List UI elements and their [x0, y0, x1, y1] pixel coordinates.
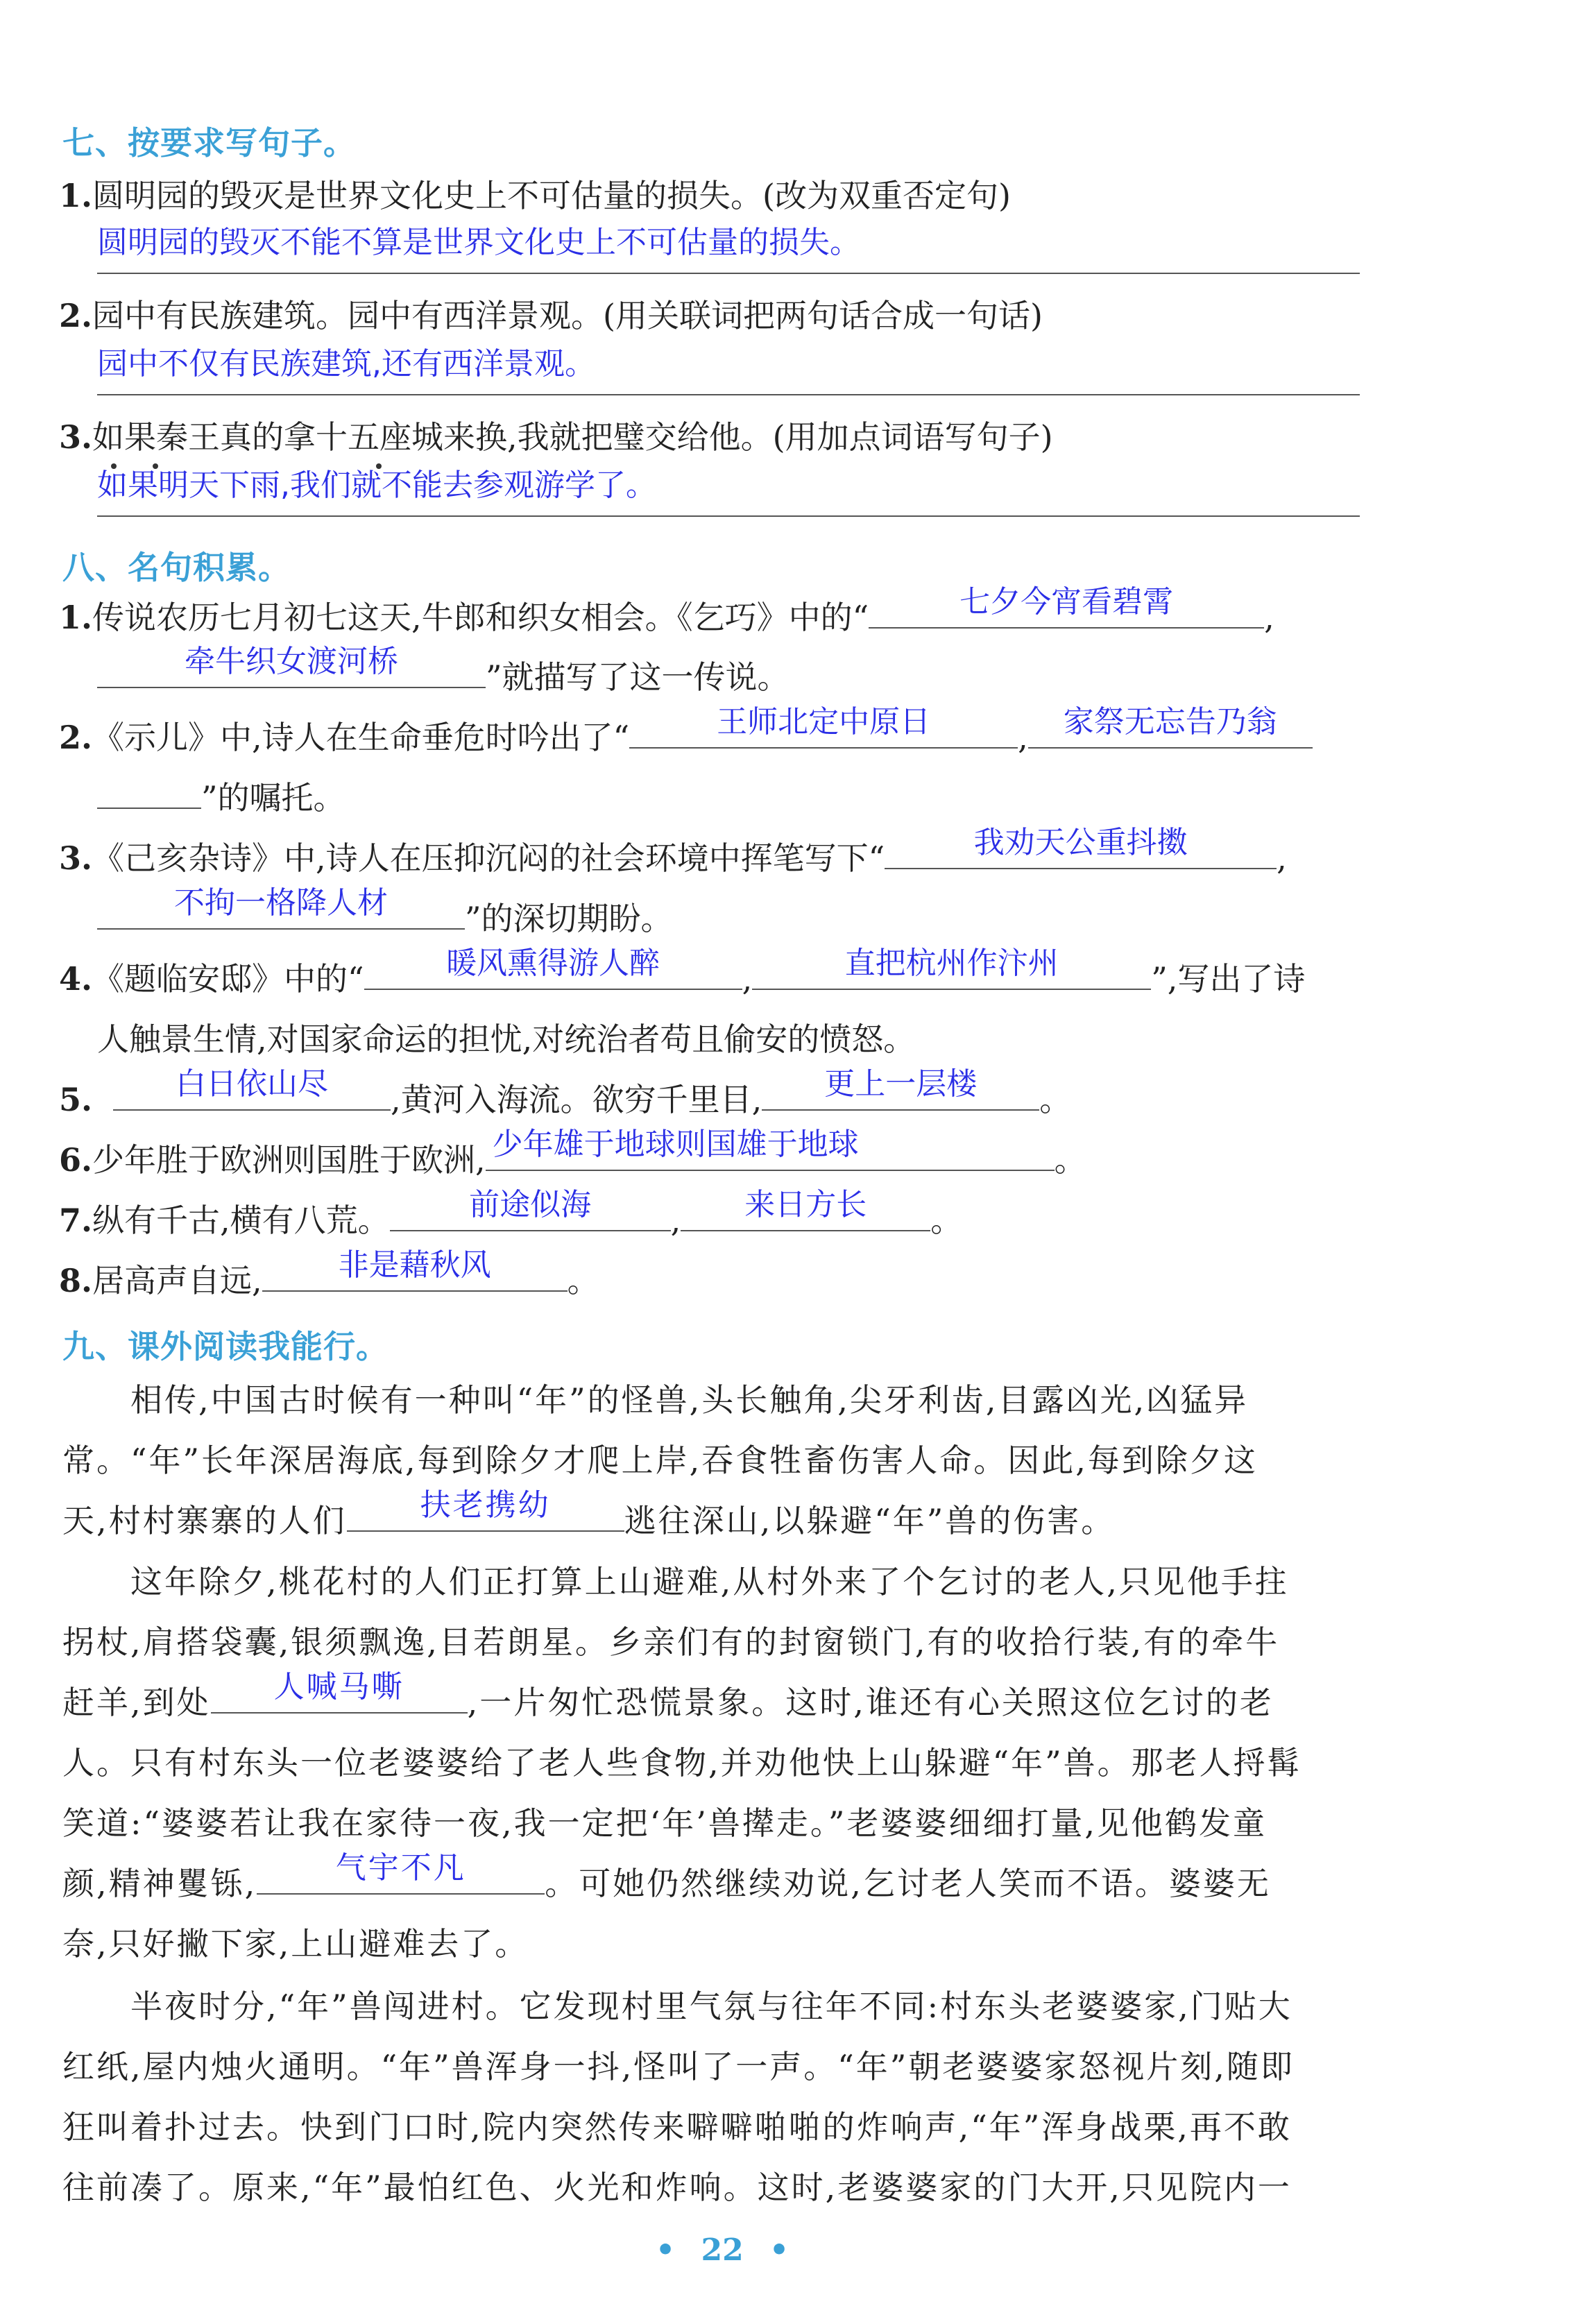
- q-number: 1.: [59, 599, 93, 636]
- blank: [262, 1247, 568, 1292]
- reading-line: [62, 1487, 1258, 1551]
- answer: 少年雄于地球则国雄于地球: [492, 1127, 859, 1162]
- reading-line: [62, 1669, 1302, 1733]
- answer: 气宇不凡: [335, 1850, 466, 1886]
- answer: 七夕今宵看碧霄: [959, 584, 1174, 620]
- blank: [97, 644, 486, 688]
- s7-q1-prompt: [59, 175, 1011, 216]
- reading-text: ,一片匆忙恐慌景象。这时,谁还有心关照这位乞讨的老: [467, 1684, 1274, 1721]
- q-number: 2.: [59, 719, 93, 756]
- s8-q8: [59, 1247, 599, 1301]
- answer-line: [97, 273, 1360, 274]
- s8-q3-line1: [59, 825, 1287, 879]
- q-text: ,: [1018, 719, 1028, 756]
- answer: 非是藉秋风: [338, 1247, 491, 1283]
- reading-text: 颜,精神矍铄,: [62, 1865, 257, 1902]
- q-text: 。: [567, 1262, 599, 1299]
- blank: [347, 1487, 624, 1532]
- reading-text: 。可她仍然继续劝说,乞讨老人笑而不语。婆婆无: [545, 1865, 1271, 1902]
- reading-paragraph-1: [62, 1370, 1258, 1551]
- section-8-heading: 八、名句积累。: [62, 549, 291, 586]
- q-text: 少年胜于欧洲则国胜于欧洲,: [92, 1141, 486, 1179]
- blank: [390, 1187, 671, 1231]
- s7-q1-answer: 圆明园的毁灭不能不算是世界文化史上不可估量的损失。: [97, 225, 860, 260]
- q-text: ”就描写了这一传说。: [486, 658, 790, 696]
- reading-text: 天,村村寨寨的人们: [62, 1502, 347, 1539]
- q-text: ,: [1277, 839, 1287, 877]
- section-7-heading: 七、按要求写句子。: [62, 124, 356, 162]
- q-text: 纵有千古,横有八荒。: [92, 1202, 390, 1239]
- q-text: ,: [742, 960, 753, 998]
- q-text: ”的深切期盼。: [465, 900, 673, 937]
- s8-q4-line2: 人触景生情,对国家命运的担忧,对统治者苟且偷安的愤怒。: [97, 1020, 916, 1058]
- blank: [211, 1669, 468, 1714]
- q-text: ”,写出了诗: [1151, 960, 1306, 998]
- blank: [257, 1850, 545, 1895]
- blank: [869, 584, 1264, 629]
- answer: 我劝天公重抖擞: [973, 825, 1188, 860]
- page-dot: •: [656, 2232, 676, 2268]
- answer: 暖风熏得游人醉: [446, 946, 660, 981]
- q-number: 8.: [59, 1262, 93, 1299]
- blank: [1028, 704, 1313, 749]
- q-text: 。: [1054, 1141, 1086, 1179]
- reading-line: 狂叫着扑过去。快到门口时,院内突然传来噼噼啪啪的炸响声,“年”浑身战栗,再不敢: [62, 2108, 1292, 2146]
- reading-line: 红纸,屋内烛火通明。“年”兽浑身一抖,怪叫了一声。“年”朝老婆婆家怒视片刻,随即: [62, 2048, 1295, 2085]
- q-text: 传说农历七月初七这天,牛郎和织女相会。《乞巧》中的“: [92, 599, 869, 636]
- q-number: 3.: [59, 418, 93, 456]
- q-text: 。: [1039, 1081, 1072, 1118]
- answer-line: [97, 394, 1360, 395]
- q-number: 4.: [59, 960, 93, 998]
- s7-q3-answer: 如果明天下雨,我们就不能去参观游学了。: [97, 468, 656, 503]
- q-number: 7.: [59, 1202, 93, 1239]
- blank: [364, 946, 742, 990]
- answer: 王师北定中原日: [717, 704, 931, 740]
- q-text: 园中有民族建筑。园中有西洋景观。(用关联词把两句话合成一句话): [92, 297, 1043, 334]
- s7-q2-prompt: [59, 295, 1043, 336]
- answer: 扶老携幼: [420, 1487, 551, 1523]
- reading-line: 人。只有村东头一位老婆婆给了老人些食物,并劝他快上山躲避“年”兽。那老人捋髯: [62, 1744, 1302, 1782]
- reading-line: 相传,中国古时候有一种叫“年”的怪兽,头长触角,尖牙利齿,目露凶光,凶猛异: [130, 1381, 1249, 1419]
- section-9-heading: 九、课外阅读我能行。: [62, 1328, 389, 1365]
- s8-q4-line1: [59, 946, 1306, 1000]
- answer: 牵牛织女渡河桥: [185, 644, 398, 679]
- page-number-value: 22: [701, 2232, 744, 2268]
- q-text: ,: [1264, 599, 1274, 636]
- answer: 不拘一格降人材: [174, 885, 388, 921]
- blank: [885, 825, 1277, 869]
- q-text: 《题临安邸》中的“: [92, 960, 364, 998]
- q-text: 《己亥杂诗》中,诗人在压抑沉闷的社会环境中挥笔写下“: [92, 839, 885, 877]
- q-number: 3.: [59, 839, 93, 877]
- s8-q7: [59, 1187, 963, 1241]
- q-number: 2.: [59, 297, 93, 334]
- blank: [752, 946, 1151, 990]
- answer: 白日依山尽: [176, 1066, 329, 1102]
- reading-paragraph-2: [62, 1552, 1302, 1974]
- reading-line: 半夜时分,“年”兽闯进村。它发现村里气氛与往年不同:村东头老婆婆家,门贴大: [130, 1988, 1292, 2025]
- q-text: ”的嘱托。: [201, 779, 345, 817]
- reading-line: 笑道:“婆婆若让我在家待一夜,我一定把‘年’兽撵走。”老婆婆细细打量,见他鹤发童: [62, 1804, 1268, 1842]
- q-number: 1.: [59, 177, 93, 214]
- q-text: 。: [930, 1202, 963, 1239]
- blank: [97, 885, 465, 930]
- q-text: ,: [670, 1202, 681, 1239]
- blank: [113, 1066, 391, 1111]
- reading-line: 常。“年”长年深居海底,每到除夕才爬上岸,吞食牲畜伤害人命。因此,每到除夕这: [62, 1442, 1258, 1479]
- s8-q2-line1: [59, 704, 1313, 758]
- q-text: 如果秦王真的拿十五座城来换,我就把璧交给他。(用加点词语写句子): [92, 418, 1053, 456]
- reading-line: 这年除夕,桃花村的人们正打算上山避难,从村外来了个乞讨的老人,只见他手拄: [130, 1563, 1289, 1600]
- s8-q6: [59, 1127, 1086, 1181]
- s8-q1-line2: [97, 644, 790, 698]
- blank: [629, 704, 1018, 749]
- blank: [681, 1187, 930, 1231]
- answer: 直把杭州作汴州: [844, 946, 1059, 981]
- blank: [762, 1066, 1039, 1111]
- s7-q3-prompt: [59, 416, 1053, 458]
- answer: 来日方长: [744, 1187, 867, 1222]
- reading-line: 拐杖,肩搭袋囊,银须飘逸,目若朗星。乡亲们有的封窗锁门,有的收拾行装,有的牵牛: [62, 1623, 1280, 1661]
- answer-line: [97, 515, 1360, 517]
- answer: 家祭无忘告乃翁: [1063, 704, 1277, 740]
- s8-q5: [59, 1066, 1072, 1120]
- page-dot: •: [769, 2232, 790, 2268]
- reading-line: 奈,只好撇下家,上山避难去了。: [62, 1925, 529, 1963]
- blank: [486, 1127, 1055, 1171]
- answer: 人喊马嘶: [273, 1669, 404, 1704]
- reading-line: [62, 1850, 1302, 1914]
- s8-q1-line1: [59, 584, 1274, 638]
- reading-text: 逃往深山,以躲避“年”兽的伤害。: [624, 1502, 1116, 1539]
- blank: [97, 777, 201, 809]
- q-number: 5.: [59, 1081, 93, 1118]
- s7-q2-answer: 园中不仅有民族建筑,还有西洋景观。: [97, 346, 595, 382]
- q-text: ,黄河入海流。欲穷千里目,: [391, 1081, 762, 1118]
- q-number: 6.: [59, 1141, 93, 1179]
- q-text: 《示儿》中,诗人在生命垂危时吟出了“: [92, 719, 630, 756]
- s8-q2-line2: [97, 777, 345, 819]
- reading-paragraph-3: [62, 1976, 1295, 2218]
- answer: 前途似海: [469, 1187, 592, 1222]
- reading-line: 往前凑了。原来,“年”最怕红色、火光和炸响。这时,老婆婆家的门大开,只见院内一: [62, 2169, 1292, 2206]
- page-number: [656, 2232, 789, 2268]
- s8-q3-line2: [97, 885, 673, 939]
- q-text: 居高声自远,: [92, 1262, 262, 1299]
- reading-text: 赶羊,到处: [62, 1684, 211, 1721]
- q-text: 圆明园的毁灭是世界文化史上不可估量的损失。(改为双重否定句): [92, 177, 1011, 214]
- answer: 更上一层楼: [824, 1066, 978, 1102]
